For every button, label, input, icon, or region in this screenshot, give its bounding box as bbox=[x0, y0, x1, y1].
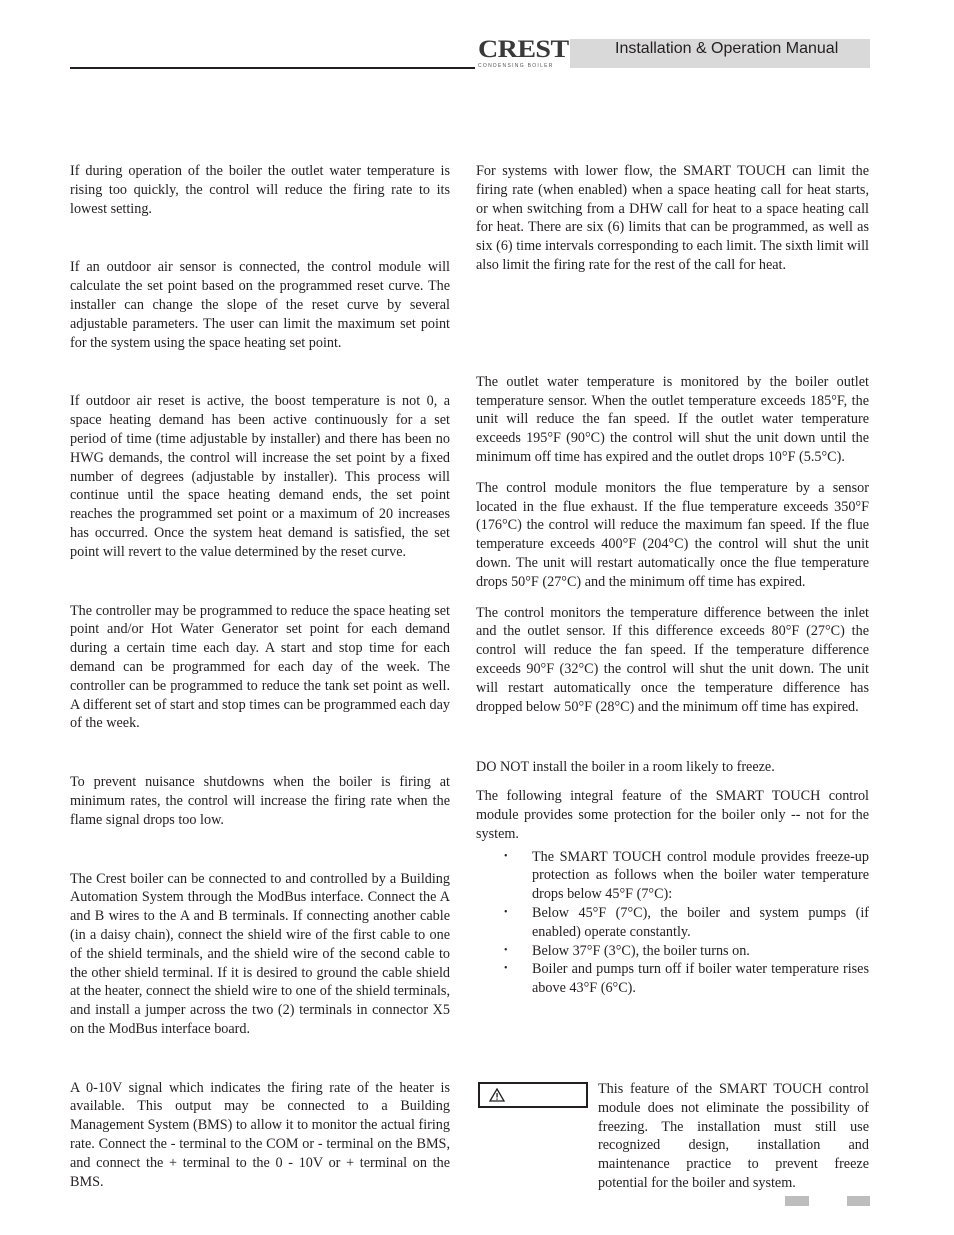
outlet-temp-paragraph: The outlet water temperature is monitored by the boiler outlet temperature sensor. When the outlet temperature exceeds 185°F, the unit will reduce the fan speed. If the outlet water temperature exceeds 195°F (90°C) the control will shut the unit down until the minimum off time has expired and the outlet drops 10°F (5.5°C). bbox=[476, 373, 869, 465]
right-column bbox=[476, 162, 869, 998]
caution-text: This feature of the SMART TOUCH control module does not eliminate the possibility of freezing. The installation must still use recognized design, installation and maintenance practice to prevent freeze potential for the boiler and system. bbox=[598, 1081, 869, 1191]
freeze-intro-paragraph: The following integral feature of the SMART TOUCH control module provides some protection for the boiler only -- not for the system. bbox=[476, 788, 869, 842]
page-number-tab-right bbox=[847, 1196, 870, 1206]
list-item: • Below 45°F (7°C), the boiler and system pumps (if enabled) operate constantly. bbox=[532, 904, 869, 942]
list-item: • Boiler and pumps turn off if boiler water temperature rises above 43°F (6°C). bbox=[532, 960, 869, 998]
list-item: • The SMART TOUCH control module provides freeze-up protection as follows when the boiler water temperature drops below 45°F (7°C): bbox=[532, 848, 869, 904]
header-rule bbox=[70, 67, 475, 69]
logo-subtitle: CONDENSING BOILER bbox=[478, 63, 554, 69]
modbus-paragraph: The Crest boiler can be connected to and controlled by a Building Automation System through the ModBus interface. Connect the A and B wires to the A and B terminals. If connecting another cable (in a daisy chain), connect the shield wire of the first cable to one of the shield terminals, and the shield wire of the second cable to the other shield terminal. If it is desired to ground the cable shield at the heater, connect the shield wire to one of the shield terminals, and install a jumper across the two (2) terminals in connector X5 on the ModBus interface board. bbox=[70, 870, 450, 1037]
delta-t-paragraph: The control monitors the temperature difference between the inlet and the outlet sensor. If this difference exceeds 80°F (27°C) the control will reduce the fan speed. If the temperature difference exceeds 90°F (32°C) the control will shut the unit down. The unit will restart automatically once the temperature difference has dropped below 50°F (28°C) and the minimum off time has expired. bbox=[476, 604, 869, 715]
caution-label-box bbox=[478, 1082, 588, 1108]
flue-temp-paragraph: The control module monitors the flue temperature by a sensor located in the flue exhaust. If the flue temperature exceeds 350°F (176°C) the control will reduce the maximum fan speed. If the flue temperature exceeds 400°F (204°C) the control will shut the unit down. The unit will restart automatically once the flue temperature drops 50°F (27°C) and the minimum off time has expired. bbox=[476, 479, 869, 590]
ramp-delay-paragraph: If during operation of the boiler the outlet water temperature is rising too quickly, the control will reduce the firing rate to its lowest setting. bbox=[70, 163, 450, 217]
logo-wordmark: CREST bbox=[478, 36, 569, 63]
manual-title-bar bbox=[570, 39, 870, 68]
outdoor-reset-paragraph: If an outdoor air sensor is connected, the control module will calculate the set point based on the programmed reset curve. The installer can change the slope of the reset curve by several adjustable parameters. The user can limit the maximum set point for the system using the space heating set point. bbox=[70, 259, 450, 351]
firing-rate-limit-paragraph: For systems with lower flow, the SMART TOUCH can limit the firing rate (when enabled) when a space heating call for heat starts, or when switching from a DHW call for heat to a space heating call for heat. There are six (6) limits that can be programmed, as well as six (6) time intervals corresponding to each limit. The sixth limit will also limit the firing rate for the rest of the call for heat. bbox=[476, 163, 869, 273]
warning-triangle-icon bbox=[489, 1088, 505, 1102]
analog-output-paragraph: A 0-10V signal which indicates the firing rate of the heater is available. This output may be connected to a Building Management System (BMS) to allow it to monitor the actual firing rate. Connect the - terminal to the COM or - terminal on the BMS, and connect the + terminal to the 0 - 10V or + terminal on the BMS. bbox=[70, 1079, 450, 1190]
list-item: • Below 37°F (3°C), the boiler turns on. bbox=[532, 942, 869, 961]
freeze-warning-paragraph: DO NOT install the boiler in a room likely to freeze. bbox=[476, 759, 775, 776]
night-setback-paragraph: The controller may be programmed to reduce the space heating set point and/or Hot Water Generator set point for each demand during a certain time each day. A start and stop time for each demand can be programmed for each day of the week. The controller can be programmed to reduce the tank set point as well. A different set of start and stop times can be programmed each day of the week. bbox=[70, 602, 450, 732]
boost-paragraph: If outdoor air reset is active, the boost temperature is not 0, a space heating demand has been active continuously for a set period of time (time adjustable by installer) and there has been no HWG demands, the control will increase the set point by a fixed number of degrees (adjustable by installer). This process will continue until the space heating demand ends, the set point reaches the programmed set point or a maximum of 20 increases has occurred. Once the system heat demand is satisfied, the set point will revert to the value determined by the reset curve. bbox=[70, 393, 450, 560]
left-column bbox=[70, 162, 450, 1191]
freeze-protection-list bbox=[476, 848, 869, 998]
flame-current-paragraph: To prevent nuisance shutdowns when the boiler is firing at minimum rates, the control will increase the firing rate when the flame signal drops too low. bbox=[70, 774, 450, 828]
crest-logo bbox=[478, 38, 570, 68]
manual-title: Installation & Operation Manual bbox=[615, 40, 839, 57]
page-number-tab-left bbox=[785, 1196, 809, 1206]
